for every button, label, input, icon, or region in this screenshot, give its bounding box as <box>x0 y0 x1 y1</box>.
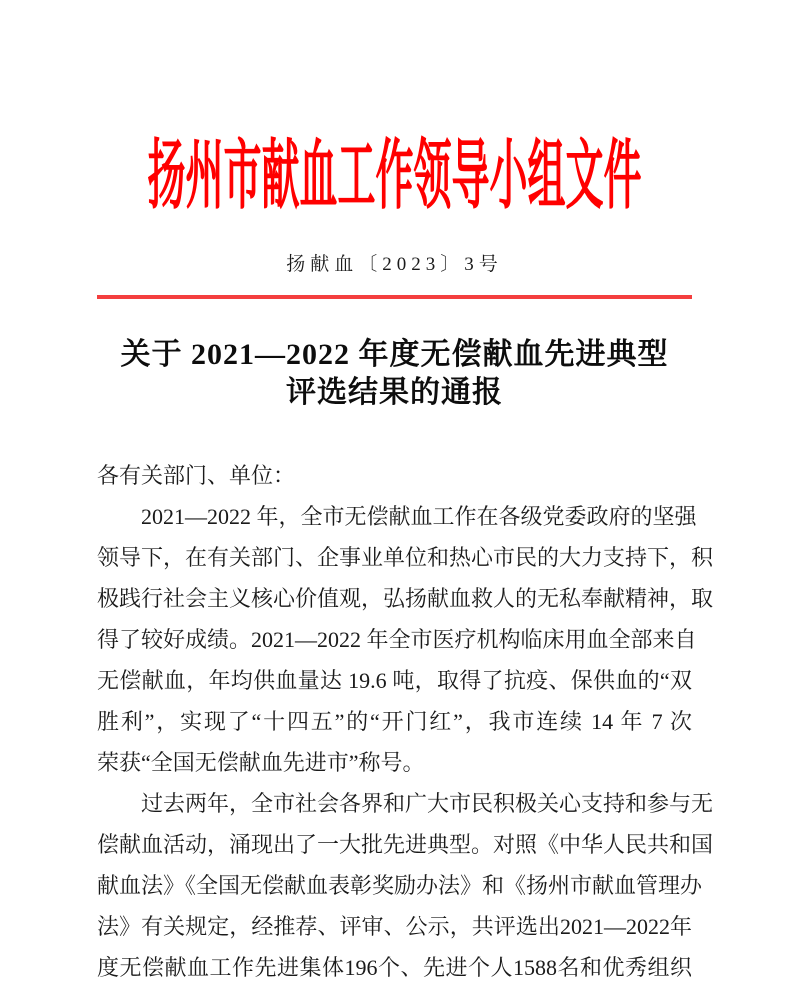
body-line: 极践行社会主义核心价值观，弘扬献血救人的无私奉献精神，取 <box>97 586 714 611</box>
salutation-line: 各有关部门、单位： <box>97 463 296 488</box>
document-title <box>97 336 692 412</box>
body-line: 无偿献血，年均供血量达 19.6 吨，取得了抗疫、保供血的“双 <box>97 668 692 693</box>
body-line: 胜利”，实现了“十四五”的“开门红”，我市连续 14 年 7 次 <box>97 709 692 734</box>
document-title-line-2: 评选结果的通报 <box>286 376 503 409</box>
document-number: 扬献血〔2023〕3号 <box>286 254 503 275</box>
body-line: 偿献血活动，涌现出了一大批先进典型。对照《中华人民共和国 <box>97 832 714 857</box>
body-line: 领导下，在有关部门、企事业单位和热心市民的大力支持下，积 <box>97 545 714 570</box>
red-divider-line <box>97 295 692 299</box>
letterhead-title: 扬州市献血工作领导小组文件 <box>147 135 642 219</box>
letterhead <box>97 122 692 219</box>
body-line: 得了较好成绩。2021—2022 年全市医疗机构临床用血全部来自 <box>97 627 697 652</box>
document-body <box>97 455 714 988</box>
body-line: 献血法》《全国无偿献血表彰奖励办法》和《扬州市献血管理办 <box>97 873 703 898</box>
body-line: 荣获“全国无偿献血先进市”称号。 <box>97 750 425 775</box>
body-line: 过去两年，全市社会各界和广大市民积极关心支持和参与无 <box>141 791 714 816</box>
body-line: 法》有关规定，经推荐、评审、公示，共评选出2021—2022年 <box>97 914 692 939</box>
body-line: 2021—2022 年，全市无偿献血工作在各级党委政府的坚强 <box>141 504 697 529</box>
body-line: 度无偿献血工作先进集体196个、先进个人1588名和优秀组织 <box>97 955 692 980</box>
document-title-line-1: 关于 2021—2022 年度无偿献血先进典型 <box>120 338 669 371</box>
